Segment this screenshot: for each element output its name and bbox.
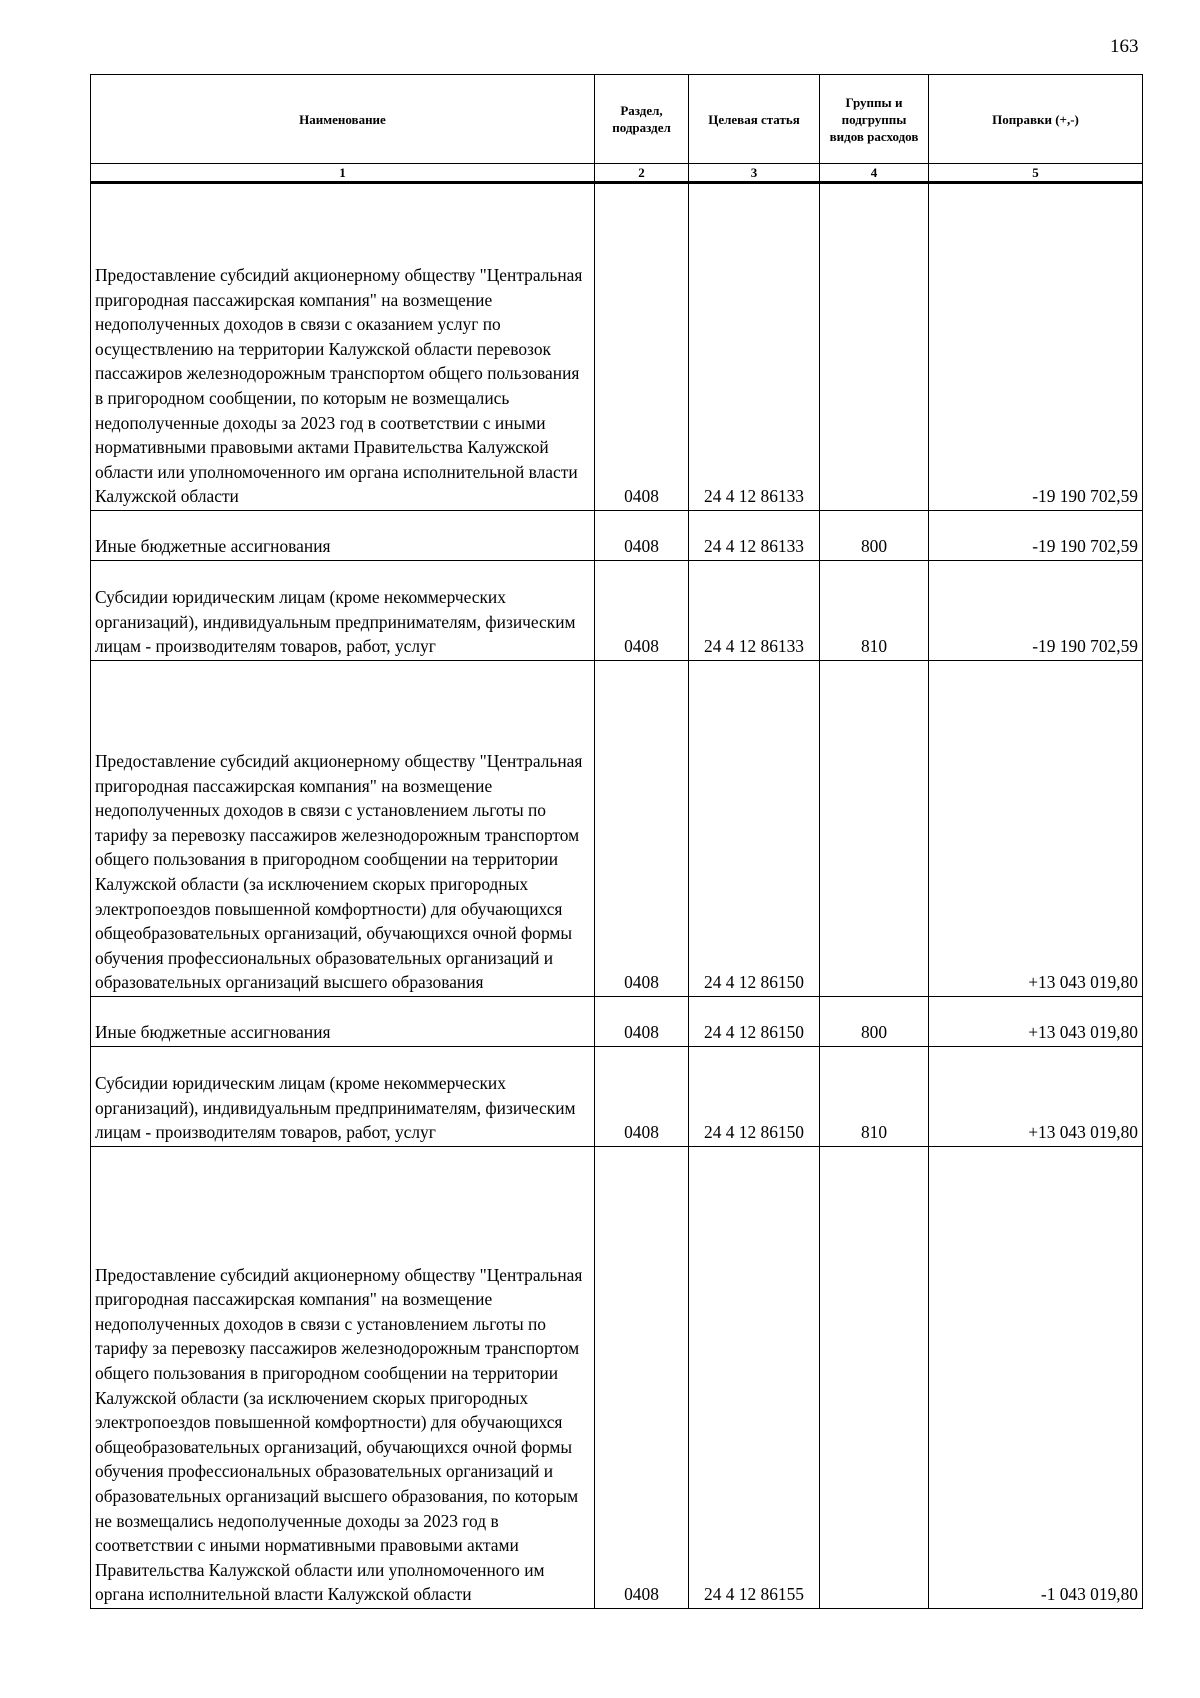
row-target-article: 24 4 12 86133: [689, 183, 820, 511]
row-amount: -19 190 702,59: [929, 511, 1143, 561]
row-target-article: 24 4 12 86133: [689, 561, 820, 661]
row-name: Предоставление субсидий акционерному обществу "Центральная пригородная пассажирская компания" на возмещение недополученных доходов в связи с установлением льготы по тарифу за перевозку пассажиров железнодорожным транспортом общего пользования в пригородном сообщении на территории Калужской области (за исключением скорых пригородных электропоездов повышенной комфортности) для обучающихся общеобразовательных организаций, обучающихся очной формы обучения профессиональных образовательных организаций и образовательных организаций высшего образования, по которым не возмещались недополученные доходы за 2023 год в соответствии с иными нормативными правовыми актами Правительства Калужской области или уполномоченного им органа исполнительной власти Калужской области: [91, 1147, 595, 1609]
row-name: Предоставление субсидий акционерному обществу "Центральная пригородная пассажирская компания" на возмещение недополученных доходов в связи с оказанием услуг по осуществлению на территории Калужской области перевозок пассажиров железнодорожным транспортом общего пользования в пригородном сообщении, по которым не возмещались недополученные доходы за 2023 год в соответствии с иными нормативными правовыми актами Правительства Калужской области или уполномоченного им органа исполнительной власти Калужской области: [91, 183, 595, 511]
row-target-article: 24 4 12 86150: [689, 1047, 820, 1147]
row-expense-group: [820, 1147, 929, 1609]
row-expense-group: 810: [820, 1047, 929, 1147]
column-number: 2: [595, 164, 689, 183]
table-row: [91, 1147, 1143, 1609]
column-number: 1: [91, 164, 595, 183]
row-amount: +13 043 019,80: [929, 1047, 1143, 1147]
header-section: Раздел, подраздел: [595, 75, 689, 164]
budget-amendments-table: [90, 74, 1143, 1609]
table-row: [91, 183, 1143, 511]
column-number: 5: [929, 164, 1143, 183]
row-target-article: 24 4 12 86150: [689, 997, 820, 1047]
row-name: Предоставление субсидий акционерному обществу "Центральная пригородная пассажирская компания" на возмещение недополученных доходов в связи с установлением льготы по тарифу за перевозку пассажиров железнодорожным транспортом общего пользования в пригородном сообщении на территории Калужской области (за исключением скорых пригородных электропоездов повышенной комфортности) для обучающихся общеобразовательных организаций, обучающихся очной формы обучения профессиональных образовательных организаций и образовательных организаций высшего образования: [91, 661, 595, 997]
row-name: Иные бюджетные ассигнования: [91, 997, 595, 1047]
row-section: 0408: [595, 561, 689, 661]
row-section: 0408: [595, 997, 689, 1047]
row-section: 0408: [595, 183, 689, 511]
header-target-article: Целевая статья: [689, 75, 820, 164]
row-amount: -19 190 702,59: [929, 183, 1143, 511]
table-row: [91, 511, 1143, 561]
row-section: 0408: [595, 1147, 689, 1609]
row-expense-group: 810: [820, 561, 929, 661]
row-name: Субсидии юридическим лицам (кроме некоммерческих организаций), индивидуальным предпринимателям, физическим лицам - производителям товаров, работ, услуг: [91, 1047, 595, 1147]
column-number: 4: [820, 164, 929, 183]
table-row: [91, 561, 1143, 661]
row-target-article: 24 4 12 86155: [689, 1147, 820, 1609]
row-target-article: 24 4 12 86133: [689, 511, 820, 561]
row-name: Субсидии юридическим лицам (кроме некоммерческих организаций), индивидуальным предпринимателям, физическим лицам - производителям товаров, работ, услуг: [91, 561, 595, 661]
header-expense-groups: Группы и подгруппы видов расходов: [820, 75, 929, 164]
row-amount: +13 043 019,80: [929, 661, 1143, 997]
row-section: 0408: [595, 511, 689, 561]
column-number-row: [91, 164, 1143, 183]
column-number: 3: [689, 164, 820, 183]
table-row: [91, 1047, 1143, 1147]
table-row: [91, 661, 1143, 997]
row-amount: +13 043 019,80: [929, 997, 1143, 1047]
row-expense-group: 800: [820, 997, 929, 1047]
header-amendments: Поправки (+,-): [929, 75, 1143, 164]
row-amount: -19 190 702,59: [929, 561, 1143, 661]
row-expense-group: [820, 661, 929, 997]
header-name: Наименование: [91, 75, 595, 164]
row-name: Иные бюджетные ассигнования: [91, 511, 595, 561]
row-section: 0408: [595, 1047, 689, 1147]
row-expense-group: [820, 183, 929, 511]
row-section: 0408: [595, 661, 689, 997]
page-number: 163: [1110, 36, 1139, 57]
row-amount: -1 043 019,80: [929, 1147, 1143, 1609]
table-header-row: [91, 75, 1143, 164]
row-expense-group: 800: [820, 511, 929, 561]
row-target-article: 24 4 12 86150: [689, 661, 820, 997]
table-row: [91, 997, 1143, 1047]
